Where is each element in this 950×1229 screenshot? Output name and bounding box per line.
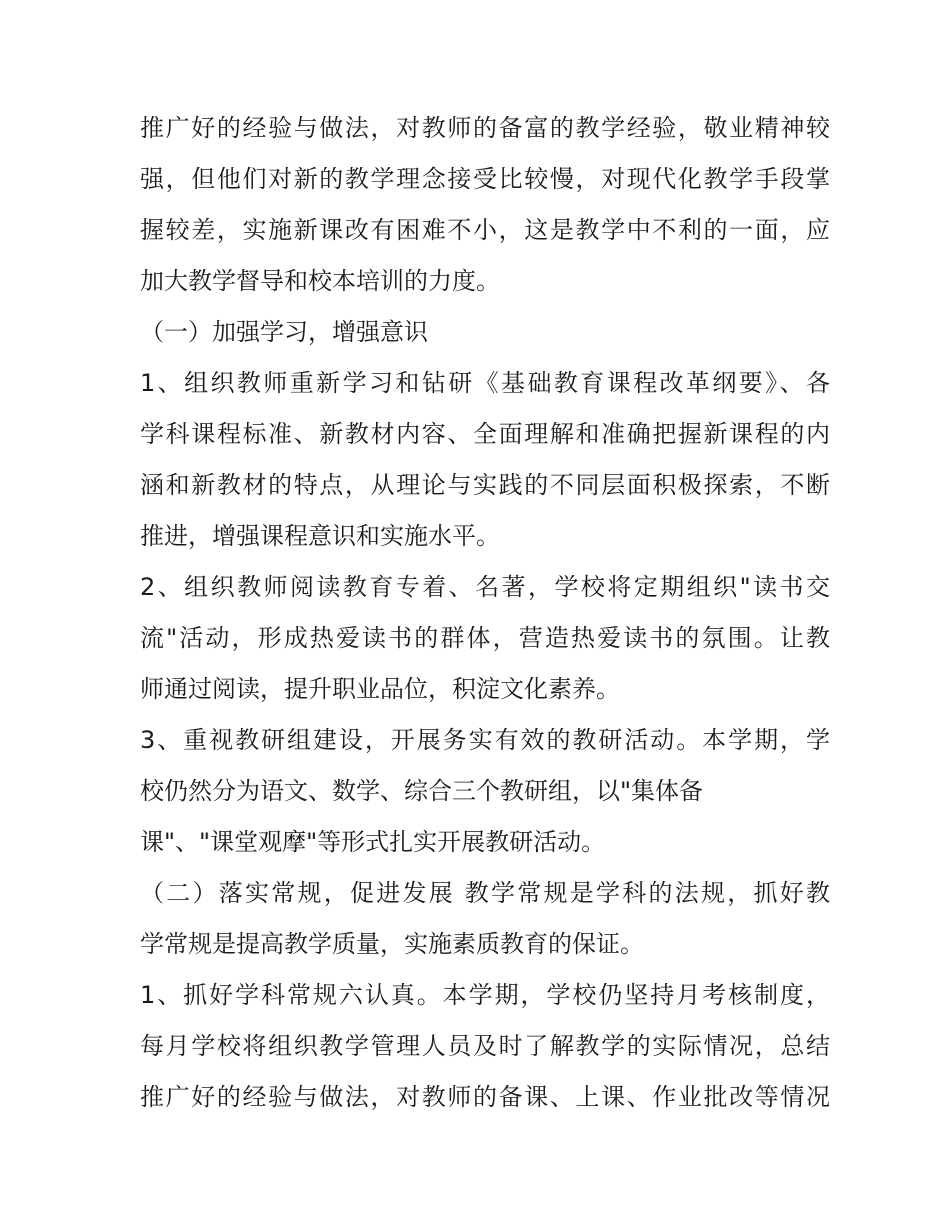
section-heading: （二）落实常规，促进发展 教学常规是学科的法规，抓好教 <box>140 879 830 907</box>
text-line: 强，但他们对新的教学理念接受比较慢，对现代化教学手段掌 <box>140 165 830 193</box>
text-line: 加大教学督导和校本培训的力度。 <box>140 267 500 295</box>
text-line: 每月学校将组织教学管理人员及时了解教学的实际情况，总结 <box>140 1032 830 1060</box>
text-line: 1、抓好学科常规六认真。本学期，学校仍坚持月考核制度， <box>140 981 830 1009</box>
text-line: 流"活动，形成热爱读书的群体，营造热爱读书的氛围。让教 <box>140 624 830 652</box>
text-line: 课"、"课堂观摩"等形式扎实开展教研活动。 <box>140 828 606 856</box>
text-line: 涵和新教材的特点，从理论与实践的不同层面积极探索，不断 <box>140 471 830 499</box>
text-line: 推广好的经验与做法，对教师的备富的教学经验，敬业精神较 <box>140 114 830 142</box>
text-line: 学科课程标准、新教材内容、全面理解和准确把握新课程的内 <box>140 420 830 448</box>
text-line: 3、重视教研组建设，开展务实有效的教研活动。本学期，学 <box>140 726 830 754</box>
text-line: 校仍然分为语文、数学、综合三个教研组，以"集体备 <box>140 777 704 805</box>
text-line: 学常规是提高教学质量，实施素质教育的保证。 <box>140 930 644 958</box>
text-line: 握较差，实施新课改有困难不小，这是教学中不利的一面，应 <box>140 216 830 244</box>
section-heading: （一）加强学习，增强意识 <box>140 318 428 346</box>
text-line: 推进，增强课程意识和实施水平。 <box>140 522 500 550</box>
text-line: 推广好的经验与做法，对教师的备课、上课、作业批改等情况 <box>140 1083 830 1111</box>
text-line: 2、组织教师阅读教育专着、名著，学校将定期组织"读书交 <box>140 573 830 601</box>
text-line: 1、组织教师重新学习和钻研《基础教育课程改革纲要》、各 <box>140 369 830 397</box>
text-line: 师通过阅读，提升职业品位，积淀文化素养。 <box>140 675 620 703</box>
